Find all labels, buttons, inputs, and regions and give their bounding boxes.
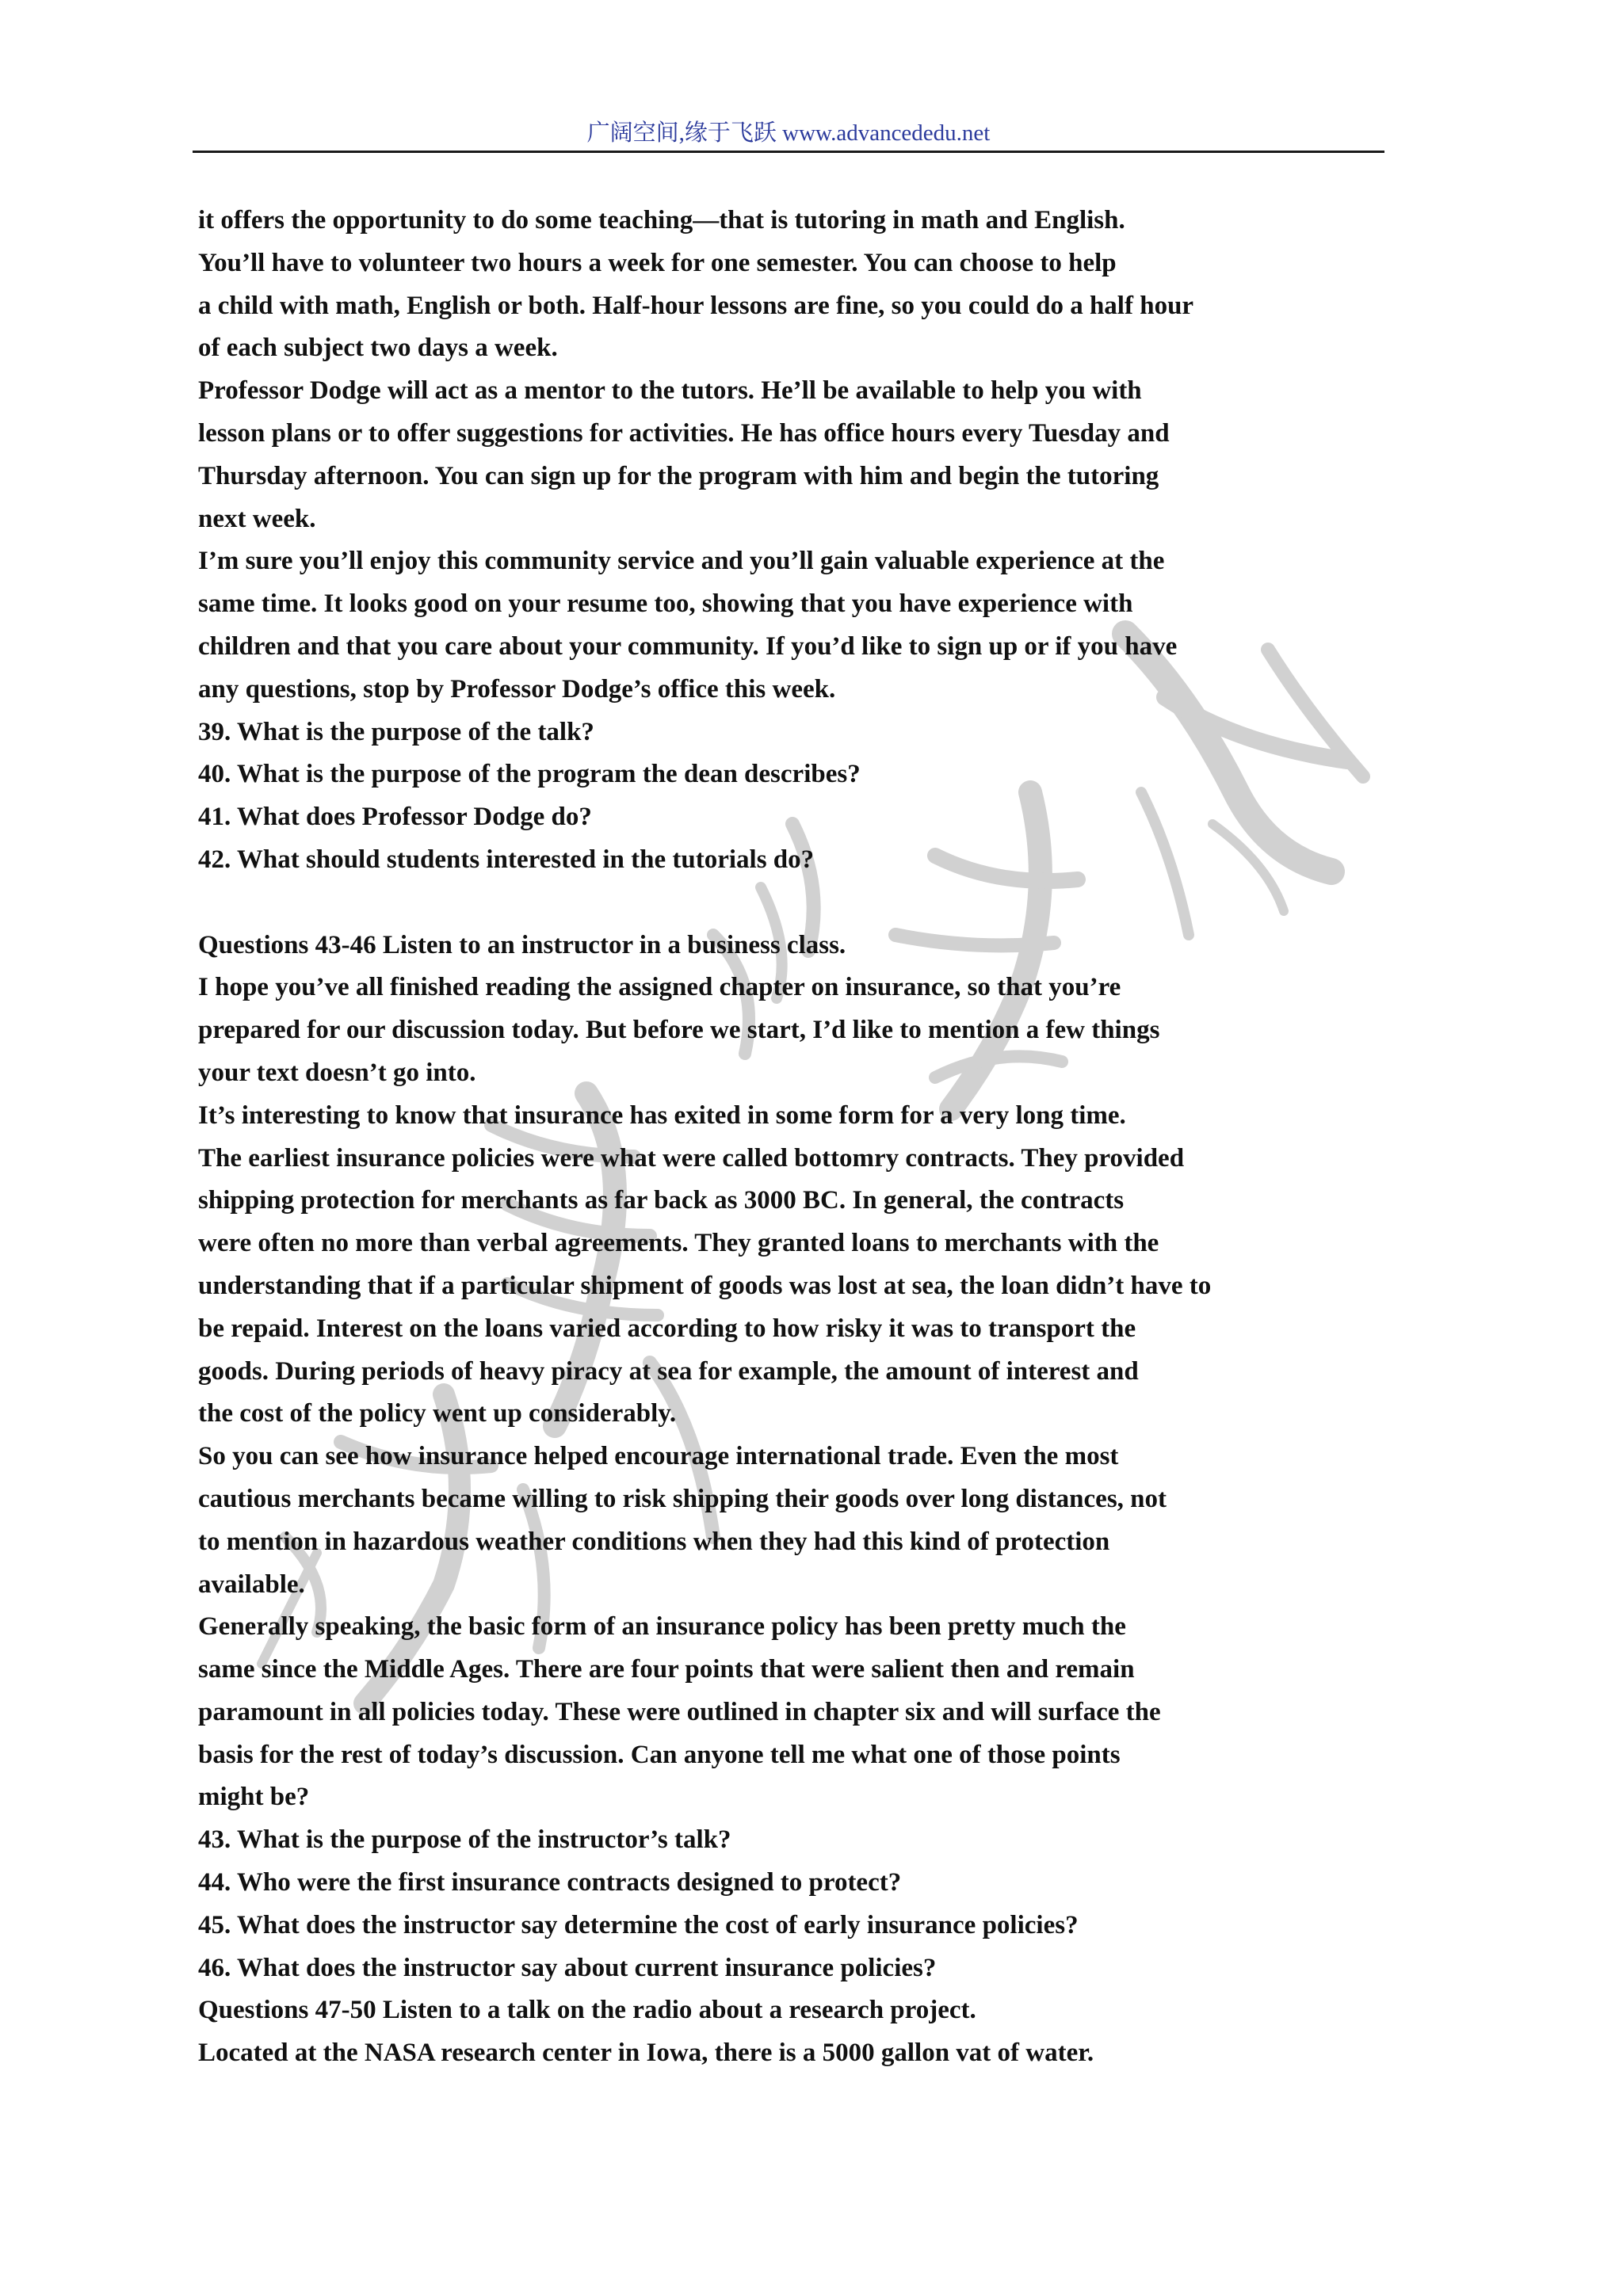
text-line: of each subject two days a week. <box>198 334 558 363</box>
text-line: prepared for our discussion today. But before we start, I’d like to mention a few things <box>198 1016 1160 1045</box>
text-line: Located at the NASA research center in Iowa, there is a 5000 gallon vat of water. <box>198 2039 1094 2068</box>
text-line: be repaid. Interest on the loans varied according to how risky it was to transport the <box>198 1314 1136 1343</box>
text-line: It’s interesting to know that insurance has exited in some form for a very long time. <box>198 1100 1126 1130</box>
text-line: 40. What is the purpose of the program the dean describes? <box>198 760 861 789</box>
text-line: You’ll have to volunteer two hours a week for one semester. You can choose to help <box>198 248 1117 277</box>
text-line: paramount in all policies today. These were outlined in chapter six and will surface the <box>198 1697 1161 1726</box>
text-line: 43. What is the purpose of the instructor’s talk? <box>198 1825 731 1855</box>
text-line: were often no more than verbal agreements. They granted loans to merchants with the <box>198 1229 1159 1258</box>
text-line: 39. What is the purpose of the talk? <box>198 717 594 746</box>
text-line: any questions, stop by Professor Dodge’s office this week. <box>198 674 836 704</box>
text-line: the cost of the policy went up considerably. <box>198 1399 677 1428</box>
text-line: Questions 47-50 Listen to a talk on the radio about a research project. <box>198 1996 976 2025</box>
text-line: I’m sure you’ll enjoy this community service and you’ll gain valuable experience at the <box>198 547 1165 576</box>
text-line: available. <box>198 1569 305 1599</box>
text-line: 45. What does the instructor say determine the cost of early insurance policies? <box>198 1910 1079 1939</box>
text-line: basis for the rest of today’s discussion. Can anyone tell me what one of those points <box>198 1740 1121 1769</box>
text-line: 46. What does the instructor say about current insurance policies? <box>198 1953 937 1982</box>
text-line: 42. What should students interested in the tutorials do? <box>198 845 815 874</box>
text-line: So you can see how insurance helped encourage international trade. Even the most <box>198 1442 1119 1471</box>
text-line: same time. It looks good on your resume too, showing that you have experience with <box>198 589 1133 619</box>
text-line: I hope you’ve all finished reading the assigned chapter on insurance, so that you’re <box>198 973 1121 1002</box>
text-line: children and that you care about your community. If you’d like to sign up or if you have <box>198 631 1178 661</box>
text-line: goods. During periods of heavy piracy at sea for example, the amount of interest and <box>198 1356 1139 1386</box>
text-line: your text doesn’t go into. <box>198 1058 476 1087</box>
text-line: it offers the opportunity to do some teaching—that is tutoring in math and English. <box>198 206 1125 235</box>
text-line: same since the Middle Ages. There are four points that were salient then and remain <box>198 1655 1135 1684</box>
document-body <box>198 200 1363 2075</box>
header-rule <box>193 151 1384 153</box>
text-line: shipping protection for merchants as far back as 3000 BC. In general, the contracts <box>198 1186 1125 1215</box>
text-line: might be? <box>198 1783 310 1812</box>
text-line: lesson plans or to offer suggestions for activities. He has office hours every Tuesday and <box>198 418 1170 448</box>
text-line: 41. What does Professor Dodge do? <box>198 803 592 832</box>
text-line: Thursday afternoon. You can sign up for the program with him and begin the tutoring <box>198 461 1159 490</box>
text-line: Generally speaking, the basic form of an insurance policy has been pretty much the <box>198 1612 1126 1642</box>
text-line: Professor Dodge will act as a mentor to the tutors. He’ll be available to help you with <box>198 376 1142 406</box>
blank-line <box>198 882 1363 925</box>
text-line: next week. <box>198 504 316 533</box>
text-line: cautious merchants became willing to risk shipping their goods over long distances, not <box>198 1484 1167 1513</box>
header-text: 广阔空间,缘于飞跃 www.advancededu.net <box>586 120 991 146</box>
text-line: 44. Who were the first insurance contracts designed to protect? <box>198 1868 902 1897</box>
text-line: Questions 43-46 Listen to an instructor in a business class. <box>198 930 846 959</box>
text-line: understanding that if a particular shipment of goods was lost at sea, the loan didn’t have to <box>198 1271 1212 1300</box>
text-line: a child with math, English or both. Half-hour lessons are fine, so you could do a half hour <box>198 291 1194 320</box>
text-line: to mention in hazardous weather conditions when they had this kind of protection <box>198 1527 1110 1556</box>
text-line: The earliest insurance policies were what were called bottomry contracts. They provided <box>198 1143 1185 1173</box>
